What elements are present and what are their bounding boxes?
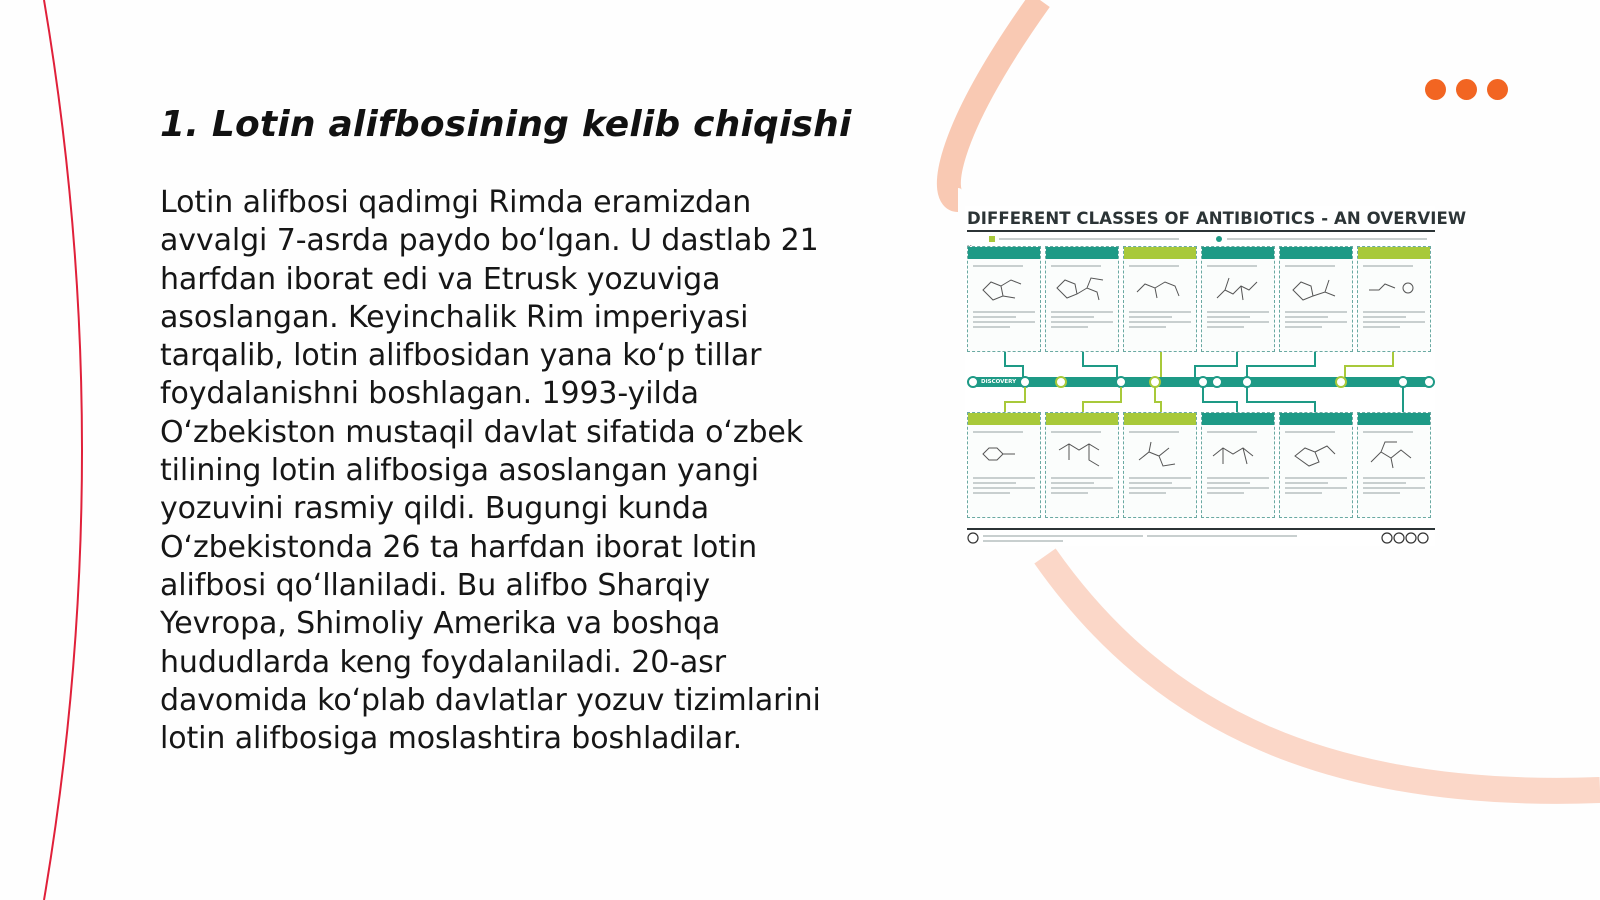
card-header (968, 413, 1040, 425)
antibiotics-infographic (965, 206, 1467, 546)
slide-title: 1. Lotin alifbosining kelib chiqishi (160, 104, 852, 145)
card-header (1202, 413, 1274, 425)
antibiotic-card (1357, 412, 1431, 518)
card-header (1280, 247, 1352, 259)
molecule-icon (1129, 270, 1189, 304)
antibiotic-card (1357, 246, 1431, 352)
molecule-icon (1051, 270, 1111, 304)
card-header (1202, 247, 1274, 259)
left-curve-line (44, 0, 82, 900)
molecule-icon (1207, 436, 1267, 470)
molecule-icon (1285, 436, 1345, 470)
antibiotic-card (967, 246, 1041, 352)
card-header (1280, 413, 1352, 425)
timeline-label: DISCOVERY (981, 379, 1017, 385)
dot-icon (1487, 79, 1508, 100)
right-arc-lower (1045, 556, 1600, 791)
dots-menu (1425, 79, 1508, 100)
infographic-footer (967, 528, 1435, 546)
molecule-icon (1129, 436, 1189, 470)
antibiotic-card (1201, 246, 1275, 352)
antibiotic-card (1123, 412, 1197, 518)
molecule-icon (1363, 436, 1423, 470)
card-header (1124, 247, 1196, 259)
molecule-icon (973, 270, 1033, 304)
antibiotic-card (1279, 412, 1353, 518)
molecule-icon (973, 436, 1033, 470)
molecule-icon (1285, 270, 1345, 304)
card-header (1358, 247, 1430, 259)
antibiotic-card (1279, 246, 1353, 352)
slide-body-text: Lotin alifbosi qadimgi Rimda eramizdan avvalgi 7-asrda paydo bo‘lgan. U dastlab 21 harfdan iborat edi va Etrusk yozuviga asoslangan. Keyinchalik Rim imperiyasi tarqalib, lotin alifbosidan yana ko‘p tillar foydalanishni boshlagan. 1993-yilda O‘zbekiston mustaqil davlat sifatida o‘zbek tilining lotin alifbosiga asoslangan yangi yozuvini rasmiy qildi. Bugungi kunda O‘zbekistonda 26 ta harfdan iborat lotin alifbosi qo‘llaniladi. Bu alifbo Sharqiy Yevropa, Shimoliy Amerika va boshqa hududlarda keng foydalaniladi. 20-asr davomida ko‘plab davlatlar yozuv tizimlarini lotin alifbosiga moslashtira boshladilar. (160, 185, 821, 757)
card-header (1124, 413, 1196, 425)
antibiotic-card (1045, 246, 1119, 352)
right-arc (949, 0, 1040, 200)
molecule-icon (1207, 270, 1267, 304)
card-header (968, 247, 1040, 259)
antibiotic-card (1045, 412, 1119, 518)
card-header (1046, 247, 1118, 259)
antibiotic-card (1201, 412, 1275, 518)
dot-icon (1456, 79, 1477, 100)
molecule-icon (1051, 436, 1111, 470)
antibiotic-card (967, 412, 1041, 518)
molecule-icon (1363, 270, 1423, 304)
card-header (1358, 413, 1430, 425)
dot-icon (1425, 79, 1446, 100)
footer-marks (967, 531, 1435, 545)
infographic-title: DIFFERENT CLASSES OF ANTIBIOTICS - AN OVERVIEW (967, 209, 1467, 228)
antibiotic-card (1123, 246, 1197, 352)
card-header (1046, 413, 1118, 425)
